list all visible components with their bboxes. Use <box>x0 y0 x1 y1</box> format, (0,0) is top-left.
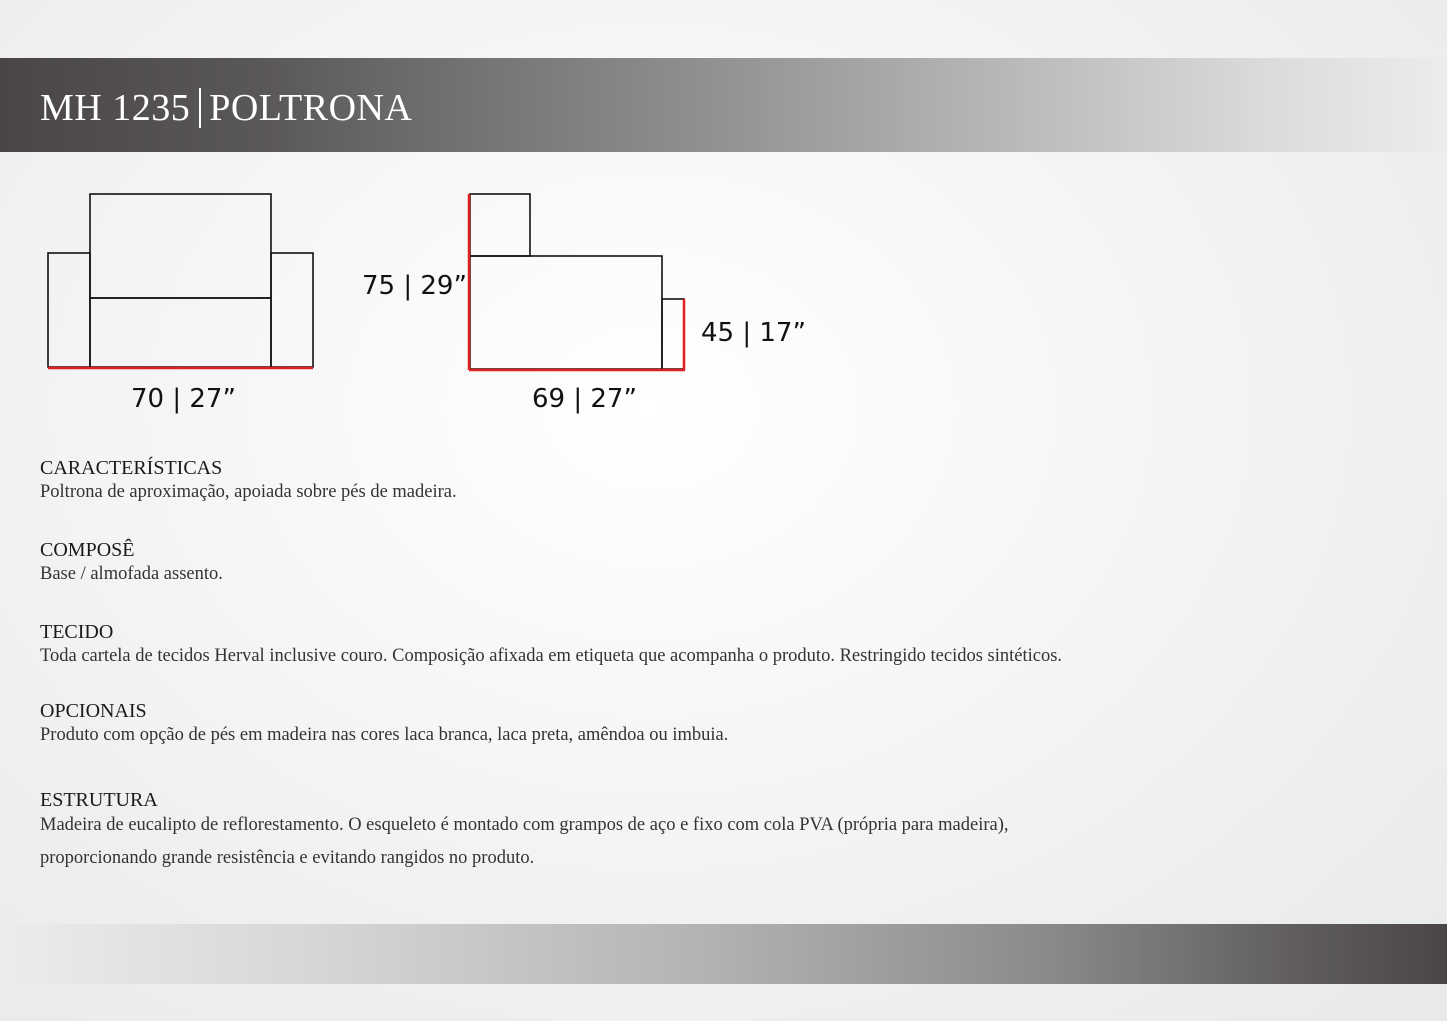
front-left-arm <box>48 253 90 367</box>
side-body <box>470 256 662 369</box>
front-seat <box>90 298 271 367</box>
front-view-drawing <box>48 194 313 367</box>
model-code: MH 1235 <box>40 87 191 129</box>
section-text-line-2: proporcionando grande resistência e evitando rangidos no produto. <box>40 848 535 868</box>
side-backrest <box>470 194 530 256</box>
section-text: Poltrona de aproximação, apoiada sobre pés de madeira. <box>40 482 457 502</box>
side-depth-label: 69 | 27” <box>532 384 637 414</box>
side-height-label: 75 | 29” <box>362 271 467 301</box>
side-arm <box>662 299 684 369</box>
front-width-label: 70 | 27” <box>131 384 236 414</box>
footer-band <box>0 924 1447 984</box>
section-text: Base / almofada assento. <box>40 564 223 584</box>
product-name: POLTRONA <box>209 87 413 129</box>
side-view-drawing <box>470 194 684 369</box>
section-heading: OPCIONAIS <box>40 700 147 722</box>
section-heading: ESTRUTURA <box>40 789 158 811</box>
section-heading: COMPOSÊ <box>40 539 135 561</box>
section-text-line-1: Madeira de eucalipto de reflorestamento. O esqueleto é montado com grampos de aço e fixo com cola PVA (própria para madeira), <box>40 815 1009 835</box>
section-heading: TECIDO <box>40 621 114 643</box>
section-text: Produto com opção de pés em madeira nas cores laca branca, laca preta, amêndoa ou imbuia. <box>40 725 729 745</box>
section-heading: CARACTERÍSTICAS <box>40 457 223 479</box>
section-tecido <box>40 619 1062 673</box>
section-text: Toda cartela de tecidos Herval inclusive couro. Composição afixada em etiqueta que acompanha o produto. Restringido tecidos sintéticos. <box>40 646 1063 666</box>
seat-height-label: 45 | 17” <box>701 318 806 348</box>
front-right-arm <box>271 253 313 367</box>
section-compose <box>40 537 223 591</box>
section-estrutura <box>40 787 1009 875</box>
section-caracteristicas <box>40 455 457 509</box>
front-backrest <box>90 194 271 298</box>
section-opcionais <box>40 698 728 752</box>
